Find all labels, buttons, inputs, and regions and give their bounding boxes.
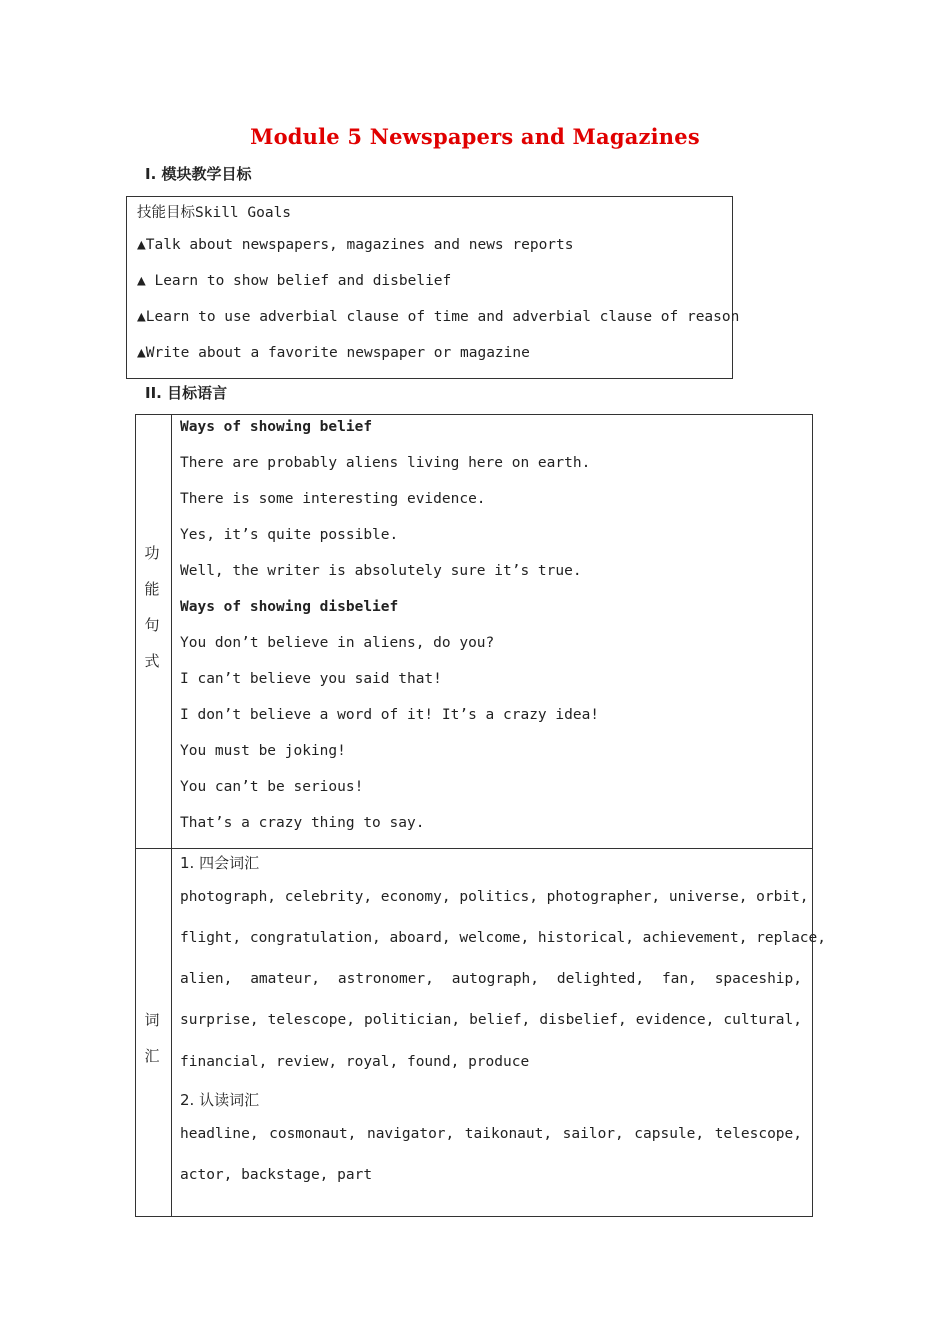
vocab-line: alien, amateur, astronomer, autograph, delighted, fan, spaceship, — [180, 971, 802, 987]
disbelief-sentence: I don’t believe a word of it! It’s a crazy idea! — [180, 707, 600, 723]
table-row-divider — [135, 848, 813, 849]
functional-sentences-label: 功 能 句 式 — [144, 544, 160, 670]
goal-item: ▲ Learn to show belief and disbelief — [137, 273, 452, 289]
disbelief-sentence: That’s a crazy thing to say. — [180, 815, 425, 831]
belief-sentence: There are probably aliens living here on earth. — [180, 455, 591, 471]
section-heading-target-language: II. 目标语言 — [145, 384, 228, 402]
disbelief-sentence: You don’t believe in aliens, do you? — [180, 635, 495, 651]
vocab-line: financial, review, royal, found, produce — [180, 1054, 530, 1070]
skill-goals-box — [126, 196, 740, 379]
disbelief-sentence: You must be joking! — [180, 743, 346, 759]
four-skills-heading: 1. 四会词汇 — [180, 854, 260, 872]
belief-heading: Ways of showing belief — [180, 419, 373, 435]
vocab-line: actor, backstage, part — [180, 1167, 373, 1183]
page-title: Module 5 Newspapers and Magazines — [250, 124, 700, 149]
skill-goals-title: 技能目标Skill Goals — [137, 205, 292, 221]
vocab-line: headline, cosmonaut, navigator, taikonaut, sailor, capsule, telescope, — [180, 1126, 802, 1142]
goal-item: ▲Talk about newspapers, magazines and news reports — [137, 237, 574, 253]
disbelief-sentence: I can’t believe you said that! — [180, 671, 442, 687]
vocab-line: photograph, celebrity, economy, politics, photographer, universe, orbit, — [180, 889, 809, 905]
recognition-heading: 2. 认读词汇 — [180, 1091, 260, 1109]
disbelief-heading: Ways of showing disbelief — [180, 599, 399, 615]
table-column-divider — [171, 414, 172, 1217]
belief-sentence: There is some interesting evidence. — [180, 491, 486, 507]
vocab-line: surprise, telescope, politician, belief, disbelief, evidence, cultural, — [180, 1012, 802, 1028]
disbelief-sentence: You can’t be serious! — [180, 779, 364, 795]
belief-sentence: Well, the writer is absolutely sure it’s true. — [180, 563, 582, 579]
vocabulary-label: 词 汇 — [144, 1011, 160, 1065]
belief-sentence: Yes, it’s quite possible. — [180, 527, 399, 543]
goal-item: ▲Write about a favorite newspaper or magazine — [137, 345, 530, 361]
section-heading-objectives: I. 模块教学目标 — [145, 165, 252, 183]
goal-item: ▲Learn to use adverbial clause of time and adverbial clause of reason — [137, 309, 740, 325]
vocab-line: flight, congratulation, aboard, welcome, historical, achievement, replace, — [180, 930, 827, 946]
